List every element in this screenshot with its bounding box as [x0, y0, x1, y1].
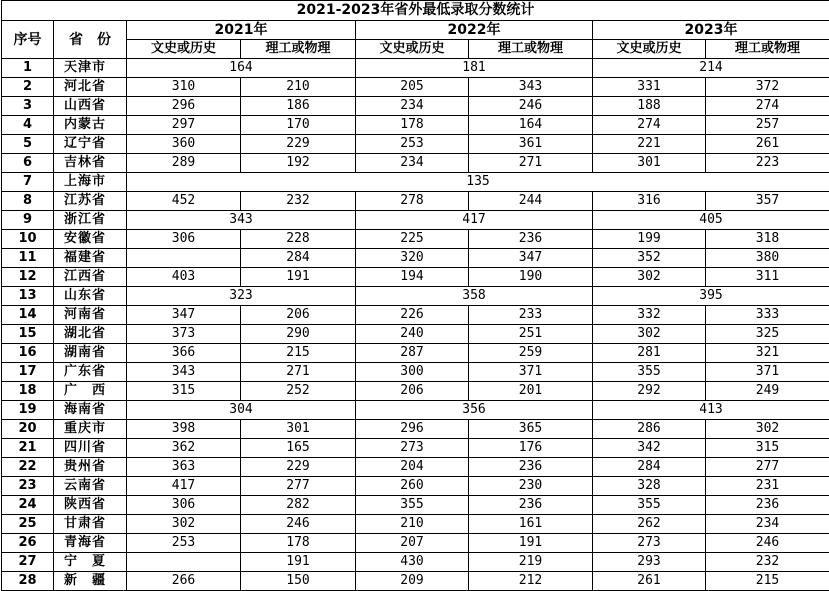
score-cell-science-y2023: 249 — [706, 382, 829, 401]
score-cell-arts-y2023: 328 — [593, 477, 706, 496]
table-row — [2, 477, 829, 496]
score-cell-combined-y2021: 343 — [127, 211, 356, 230]
score-cell-arts-y2023: 274 — [593, 116, 706, 135]
seq-cell: 28 — [2, 572, 54, 591]
score-cell-science-y2022: 371 — [469, 363, 593, 382]
score-cell-science-y2022: 361 — [469, 135, 593, 154]
table-title: 2021-2023年省外最低录取分数统计 — [2, 1, 829, 21]
score-cell-combined-y2022: 358 — [356, 287, 593, 306]
province-cell: 河南省 — [54, 306, 127, 325]
score-cell-science-y2023: 318 — [706, 230, 829, 249]
table-row — [2, 97, 829, 116]
score-cell-science-y2022: 212 — [469, 572, 593, 591]
score-cell-arts-y2022: 194 — [356, 268, 469, 287]
seq-cell: 10 — [2, 230, 54, 249]
score-cell-science-y2023: 231 — [706, 477, 829, 496]
header-science-2023: 理工或物理 — [706, 40, 829, 59]
header-arts-2021: 文史或历史 — [127, 40, 241, 59]
seq-cell: 15 — [2, 325, 54, 344]
score-cell-science-y2023: 234 — [706, 515, 829, 534]
score-cell-science-y2022: 190 — [469, 268, 593, 287]
score-cell-arts-y2021: 363 — [127, 458, 241, 477]
score-cell-science-y2022: 244 — [469, 192, 593, 211]
seq-cell: 23 — [2, 477, 54, 496]
score-cell-science-y2021: 284 — [241, 249, 356, 268]
score-cell-science-y2023: 311 — [706, 268, 829, 287]
score-cell-science-y2021: 191 — [241, 553, 356, 572]
score-cell-arts-y2023: 188 — [593, 97, 706, 116]
seq-cell: 16 — [2, 344, 54, 363]
score-cell-science-y2022: 236 — [469, 496, 593, 515]
seq-cell: 9 — [2, 211, 54, 230]
score-cell-arts-y2023: 221 — [593, 135, 706, 154]
score-cell-science-y2021: 165 — [241, 439, 356, 458]
score-cell-arts-y2022: 287 — [356, 344, 469, 363]
score-cell-arts-y2022: 225 — [356, 230, 469, 249]
province-cell: 浙江省 — [54, 211, 127, 230]
seq-cell: 1 — [2, 59, 54, 78]
seq-cell: 12 — [2, 268, 54, 287]
table-row — [2, 116, 829, 135]
province-cell: 重庆市 — [54, 420, 127, 439]
score-cell-science-y2021: 301 — [241, 420, 356, 439]
score-cell-science-y2023: 302 — [706, 420, 829, 439]
score-cell-arts-y2023: 262 — [593, 515, 706, 534]
seq-cell: 4 — [2, 116, 54, 135]
score-cell-science-y2023: 246 — [706, 534, 829, 553]
score-cell-all-years: 135 — [127, 173, 829, 192]
score-cell-arts-y2021: 306 — [127, 230, 241, 249]
score-cell-arts-y2023: 302 — [593, 325, 706, 344]
province-cell: 天津市 — [54, 59, 127, 78]
score-cell-arts-y2021: 296 — [127, 97, 241, 116]
table-row — [2, 173, 829, 192]
score-cell-combined-y2023: 405 — [593, 211, 829, 230]
table-row — [2, 78, 829, 97]
header-year-2022: 2022年 — [356, 21, 593, 40]
province-cell: 内蒙古 — [54, 116, 127, 135]
score-cell-arts-y2023: 316 — [593, 192, 706, 211]
header-year-2023: 2023年 — [593, 21, 829, 40]
header-science-2022: 理工或物理 — [469, 40, 593, 59]
score-cell-arts-y2022: 260 — [356, 477, 469, 496]
score-cell-science-y2021: 192 — [241, 154, 356, 173]
score-cell-science-y2022: 236 — [469, 230, 593, 249]
score-cell-arts-y2021 — [127, 553, 241, 572]
province-cell: 湖北省 — [54, 325, 127, 344]
score-cell-arts-y2021 — [127, 249, 241, 268]
score-cell-arts-y2021: 398 — [127, 420, 241, 439]
header-seq: 序号 — [2, 21, 54, 59]
score-cell-arts-y2022: 209 — [356, 572, 469, 591]
score-cell-arts-y2021: 266 — [127, 572, 241, 591]
province-cell: 新 疆 — [54, 572, 127, 591]
score-cell-arts-y2021: 297 — [127, 116, 241, 135]
score-cell-science-y2022: 347 — [469, 249, 593, 268]
score-cell-science-y2023: 321 — [706, 344, 829, 363]
score-cell-science-y2022: 191 — [469, 534, 593, 553]
score-cell-arts-y2022: 320 — [356, 249, 469, 268]
province-cell: 宁 夏 — [54, 553, 127, 572]
table-row — [2, 458, 829, 477]
score-cell-arts-y2022: 205 — [356, 78, 469, 97]
score-cell-science-y2022: 219 — [469, 553, 593, 572]
score-cell-arts-y2022: 207 — [356, 534, 469, 553]
score-cell-science-y2023: 257 — [706, 116, 829, 135]
score-cell-arts-y2022: 178 — [356, 116, 469, 135]
province-cell: 山东省 — [54, 287, 127, 306]
province-cell: 甘肃省 — [54, 515, 127, 534]
province-cell: 广 西 — [54, 382, 127, 401]
score-cell-arts-y2022: 226 — [356, 306, 469, 325]
province-cell: 上海市 — [54, 173, 127, 192]
seq-cell: 17 — [2, 363, 54, 382]
score-cell-science-y2021: 228 — [241, 230, 356, 249]
score-cell-science-y2021: 277 — [241, 477, 356, 496]
province-cell: 辽宁省 — [54, 135, 127, 154]
score-cell-arts-y2023: 331 — [593, 78, 706, 97]
seq-cell: 27 — [2, 553, 54, 572]
score-cell-science-y2022: 233 — [469, 306, 593, 325]
score-cell-arts-y2021: 302 — [127, 515, 241, 534]
seq-cell: 2 — [2, 78, 54, 97]
province-cell: 陕西省 — [54, 496, 127, 515]
province-cell: 四川省 — [54, 439, 127, 458]
table-row — [2, 154, 829, 173]
header-science-2021: 理工或物理 — [241, 40, 356, 59]
score-cell-science-y2022: 259 — [469, 344, 593, 363]
score-cell-arts-y2021: 343 — [127, 363, 241, 382]
score-cell-science-y2022: 201 — [469, 382, 593, 401]
table-row — [2, 230, 829, 249]
table-row — [2, 135, 829, 154]
province-cell: 贵州省 — [54, 458, 127, 477]
score-cell-arts-y2022: 300 — [356, 363, 469, 382]
score-cell-arts-y2023: 281 — [593, 344, 706, 363]
header-arts-2022: 文史或历史 — [356, 40, 469, 59]
score-cell-science-y2023: 357 — [706, 192, 829, 211]
table-row — [2, 420, 829, 439]
score-cell-arts-y2022: 430 — [356, 553, 469, 572]
score-cell-arts-y2023: 273 — [593, 534, 706, 553]
score-cell-arts-y2023: 302 — [593, 268, 706, 287]
table-row — [2, 268, 829, 287]
score-cell-arts-y2021: 362 — [127, 439, 241, 458]
score-cell-science-y2021: 191 — [241, 268, 356, 287]
score-cell-arts-y2023: 352 — [593, 249, 706, 268]
score-cell-combined-y2023: 214 — [593, 59, 829, 78]
table-body — [2, 59, 829, 591]
score-cell-science-y2022: 161 — [469, 515, 593, 534]
score-cell-combined-y2021: 164 — [127, 59, 356, 78]
seq-cell: 3 — [2, 97, 54, 116]
province-cell: 湖南省 — [54, 344, 127, 363]
score-cell-arts-y2021: 310 — [127, 78, 241, 97]
score-cell-science-y2021: 232 — [241, 192, 356, 211]
seq-cell: 21 — [2, 439, 54, 458]
score-cell-science-y2021: 210 — [241, 78, 356, 97]
table-row — [2, 572, 829, 591]
score-cell-arts-y2023: 355 — [593, 496, 706, 515]
seq-cell: 18 — [2, 382, 54, 401]
header-year-2021: 2021年 — [127, 21, 356, 40]
score-cell-science-y2023: 333 — [706, 306, 829, 325]
score-cell-arts-y2023: 292 — [593, 382, 706, 401]
score-cell-arts-y2022: 206 — [356, 382, 469, 401]
score-cell-science-y2023: 223 — [706, 154, 829, 173]
score-cell-arts-y2022: 253 — [356, 135, 469, 154]
table-row — [2, 325, 829, 344]
score-cell-science-y2021: 229 — [241, 135, 356, 154]
score-cell-science-y2021: 252 — [241, 382, 356, 401]
score-table — [1, 0, 829, 591]
score-cell-science-y2022: 251 — [469, 325, 593, 344]
table-row — [2, 515, 829, 534]
score-cell-science-y2023: 371 — [706, 363, 829, 382]
province-cell: 山西省 — [54, 97, 127, 116]
table-row — [2, 553, 829, 572]
table-row — [2, 382, 829, 401]
score-cell-arts-y2023: 355 — [593, 363, 706, 382]
score-cell-arts-y2022: 240 — [356, 325, 469, 344]
score-cell-science-y2022: 246 — [469, 97, 593, 116]
score-cell-arts-y2022: 234 — [356, 97, 469, 116]
score-cell-arts-y2021: 403 — [127, 268, 241, 287]
score-cell-science-y2021: 206 — [241, 306, 356, 325]
score-cell-arts-y2022: 355 — [356, 496, 469, 515]
seq-cell: 13 — [2, 287, 54, 306]
table-row — [2, 439, 829, 458]
score-cell-arts-y2023: 332 — [593, 306, 706, 325]
seq-cell: 22 — [2, 458, 54, 477]
score-cell-science-y2023: 372 — [706, 78, 829, 97]
score-cell-science-y2023: 325 — [706, 325, 829, 344]
score-cell-arts-y2021: 417 — [127, 477, 241, 496]
score-cell-arts-y2021: 373 — [127, 325, 241, 344]
seq-cell: 5 — [2, 135, 54, 154]
score-cell-science-y2021: 150 — [241, 572, 356, 591]
table-row — [2, 496, 829, 515]
score-cell-arts-y2023: 301 — [593, 154, 706, 173]
score-cell-arts-y2021: 315 — [127, 382, 241, 401]
table-row — [2, 211, 829, 230]
score-cell-science-y2023: 315 — [706, 439, 829, 458]
seq-cell: 7 — [2, 173, 54, 192]
score-cell-arts-y2021: 452 — [127, 192, 241, 211]
province-cell: 江苏省 — [54, 192, 127, 211]
table-row — [2, 534, 829, 553]
score-cell-arts-y2021: 360 — [127, 135, 241, 154]
seq-cell: 8 — [2, 192, 54, 211]
score-cell-arts-y2023: 293 — [593, 553, 706, 572]
score-cell-arts-y2022: 234 — [356, 154, 469, 173]
seq-cell: 20 — [2, 420, 54, 439]
province-cell: 云南省 — [54, 477, 127, 496]
seq-cell: 24 — [2, 496, 54, 515]
seq-cell: 26 — [2, 534, 54, 553]
score-cell-arts-y2023: 284 — [593, 458, 706, 477]
score-cell-science-y2022: 343 — [469, 78, 593, 97]
score-cell-science-y2021: 271 — [241, 363, 356, 382]
seq-cell: 25 — [2, 515, 54, 534]
score-cell-science-y2021: 178 — [241, 534, 356, 553]
score-cell-science-y2023: 277 — [706, 458, 829, 477]
score-cell-arts-y2021: 306 — [127, 496, 241, 515]
province-cell: 江西省 — [54, 268, 127, 287]
score-cell-arts-y2022: 210 — [356, 515, 469, 534]
score-cell-arts-y2021: 347 — [127, 306, 241, 325]
score-cell-combined-y2021: 323 — [127, 287, 356, 306]
score-cell-science-y2021: 282 — [241, 496, 356, 515]
score-cell-science-y2023: 215 — [706, 572, 829, 591]
score-cell-science-y2021: 215 — [241, 344, 356, 363]
score-cell-science-y2021: 246 — [241, 515, 356, 534]
score-cell-science-y2022: 365 — [469, 420, 593, 439]
score-cell-arts-y2022: 278 — [356, 192, 469, 211]
score-cell-science-y2021: 186 — [241, 97, 356, 116]
score-cell-science-y2023: 274 — [706, 97, 829, 116]
score-cell-arts-y2023: 261 — [593, 572, 706, 591]
score-cell-science-y2023: 232 — [706, 553, 829, 572]
seq-cell: 14 — [2, 306, 54, 325]
province-cell: 广东省 — [54, 363, 127, 382]
table-row — [2, 59, 829, 78]
score-cell-science-y2022: 230 — [469, 477, 593, 496]
score-cell-arts-y2021: 289 — [127, 154, 241, 173]
score-cell-combined-y2022: 356 — [356, 401, 593, 420]
table-row — [2, 306, 829, 325]
score-cell-combined-y2022: 181 — [356, 59, 593, 78]
table-row — [2, 192, 829, 211]
score-cell-science-y2023: 236 — [706, 496, 829, 515]
seq-cell: 11 — [2, 249, 54, 268]
seq-cell: 19 — [2, 401, 54, 420]
score-cell-arts-y2023: 286 — [593, 420, 706, 439]
province-cell: 吉林省 — [54, 154, 127, 173]
score-cell-combined-y2022: 417 — [356, 211, 593, 230]
score-cell-arts-y2022: 273 — [356, 439, 469, 458]
header-arts-2023: 文史或历史 — [593, 40, 706, 59]
score-cell-science-y2021: 170 — [241, 116, 356, 135]
score-cell-arts-y2023: 199 — [593, 230, 706, 249]
table-row — [2, 287, 829, 306]
score-cell-arts-y2023: 342 — [593, 439, 706, 458]
header-province: 省 份 — [54, 21, 127, 59]
table-row — [2, 344, 829, 363]
table-row — [2, 249, 829, 268]
province-cell: 海南省 — [54, 401, 127, 420]
score-cell-combined-y2023: 395 — [593, 287, 829, 306]
score-cell-arts-y2021: 253 — [127, 534, 241, 553]
score-cell-science-y2023: 380 — [706, 249, 829, 268]
province-cell: 河北省 — [54, 78, 127, 97]
score-cell-science-y2022: 164 — [469, 116, 593, 135]
score-cell-arts-y2022: 296 — [356, 420, 469, 439]
table-row — [2, 363, 829, 382]
score-cell-combined-y2021: 304 — [127, 401, 356, 420]
score-cell-science-y2021: 290 — [241, 325, 356, 344]
province-cell: 福建省 — [54, 249, 127, 268]
score-cell-science-y2022: 271 — [469, 154, 593, 173]
score-cell-science-y2021: 229 — [241, 458, 356, 477]
score-cell-science-y2022: 176 — [469, 439, 593, 458]
seq-cell: 6 — [2, 154, 54, 173]
province-cell: 安徽省 — [54, 230, 127, 249]
score-cell-arts-y2021: 366 — [127, 344, 241, 363]
province-cell: 青海省 — [54, 534, 127, 553]
score-cell-combined-y2023: 413 — [593, 401, 829, 420]
score-cell-science-y2023: 261 — [706, 135, 829, 154]
score-cell-arts-y2022: 204 — [356, 458, 469, 477]
table-row — [2, 401, 829, 420]
score-cell-science-y2022: 236 — [469, 458, 593, 477]
